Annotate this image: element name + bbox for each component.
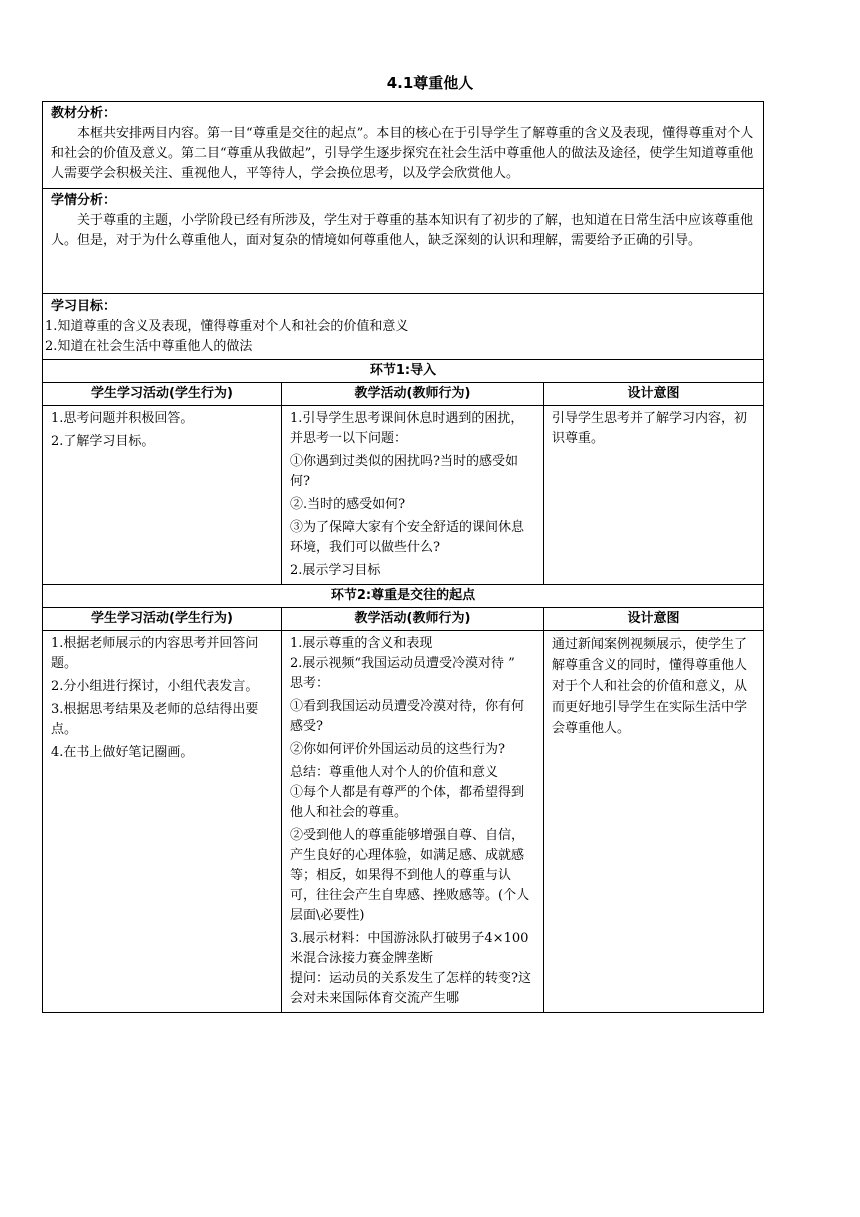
list-item: 思考： [290, 676, 330, 691]
stage1-column-header-row [43, 383, 764, 406]
col-intent-header: 设计意图 [544, 608, 764, 631]
stage2-content-row [43, 631, 764, 1013]
list-item: 总结：尊重他人对个人的价值和意义 [290, 765, 499, 780]
col-teacher-header: 教学活动(教师行为) [282, 383, 544, 406]
col-intent-header: 设计意图 [544, 383, 764, 406]
list-item: 2.了解学习目标。 [51, 434, 155, 449]
col-teacher-header: 教学活动(教师行为) [282, 608, 544, 631]
list-item: 2.展示学习目标 [290, 563, 381, 578]
intent-text: 引导学生思考并了解学习内容，初识尊重。 [552, 411, 748, 446]
objective-item: 1.知道尊重的含义及表现，懂得尊重对个人和社会的价值和意义 [45, 319, 409, 334]
list-item: 1.思考问题并积极回答。 [51, 411, 194, 426]
col-student-header: 学生学习活动(学生行为) [43, 383, 282, 406]
stage1-title: 环节1:导入 [43, 360, 764, 383]
list-item: 1.引导学生思考课间休息时遇到的困扰，并思考一以下问题： [290, 411, 524, 446]
list-item: 3.展示材料：中国游泳队打破男子4×100米混合泳接力赛金牌垄断 [290, 931, 529, 966]
list-item: 1.根据老师展示的内容思考并回答问题。 [51, 636, 259, 671]
list-item: 2.分小组进行探讨，小组代表发言。 [51, 679, 259, 694]
objectives-heading: 学习目标： [51, 299, 117, 314]
student-analysis-heading: 学情分析： [51, 193, 117, 208]
stage2-column-header-row [43, 608, 764, 631]
objectives-row [43, 294, 764, 360]
stage2-teacher-cell [282, 631, 544, 1013]
list-item: 3.根据思考结果及老师的总结得出要点。 [51, 702, 259, 737]
col-student-header: 学生学习活动(学生行为) [43, 608, 282, 631]
stage2-title-row [43, 585, 764, 608]
list-item: 2.展示视频“我国运动员遭受冷漠对待 ” [290, 656, 515, 671]
stage1-student-cell [43, 406, 282, 585]
list-item: ①你遇到过类似的困扰吗?当时的感受如何? [290, 454, 518, 489]
objective-item: 2.知道在社会生活中尊重他人的做法 [45, 339, 253, 354]
lesson-plan-table [42, 101, 764, 1013]
stage1-title-row [43, 360, 764, 383]
list-item: ③为了保障大家有个安全舒适的课间休息环境，我们可以做些什么? [290, 520, 525, 555]
list-item: 1.展示尊重的含义和表现 [290, 636, 433, 651]
student-analysis-body: 关于尊重的主题，小学阶段已经有所涉及，学生对于尊重的基本知识有了初步的了解，也知道在日常生活中应该尊重他人。但是，对于为什么尊重他人，面对复杂的情境如何尊重他人，缺乏深刻的认识和理解，需要给予正确的引导。 [51, 213, 754, 248]
textbook-analysis-heading: 教材分析： [51, 106, 117, 121]
list-item: ①每个人都是有尊严的个体，都希望得到他人和社会的尊重。 [290, 785, 525, 820]
list-item: 提问：运动员的关系发生了怎样的转变?这会对未来国际体育交流产生哪 [290, 971, 531, 1006]
stage1-content-row [43, 406, 764, 585]
stage2-student-cell [43, 631, 282, 1013]
stage2-intent-cell [544, 631, 764, 1013]
textbook-analysis-row [43, 102, 764, 189]
intent-text: 通过新闻案例视频展示，使学生了解尊重含义的同时，懂得尊重他人对于个人和社会的价值和意义，从而更好地引导学生在实际生活中学会尊重他人。 [552, 637, 748, 736]
student-analysis-row [43, 189, 764, 294]
list-item: ②受到他人的尊重能够增强自尊、自信，产生良好的心理体验，如满足感、成就感等；相反，如果得不到他人的尊重与认可，往往会产生自卑感、挫败感等。(个人层面\必要性) [290, 828, 530, 923]
textbook-analysis-body: 本框共安排两目内容。第一目“尊重是交往的起点”。本目的核心在于引导学生了解尊重的含义及表现，懂得尊重对个人和社会的价值及意义。第二目“尊重从我做起”，引导学生逐步探究在社会生活中尊重他人的做法及途径，使学生知道尊重他人需要学会积极关注、重视他人，平等待人，学会换位思考，以及学会欣赏他人。 [51, 126, 754, 181]
list-item: ②.当时的感受如何? [290, 497, 406, 512]
list-item: 4.在书上做好笔记圈画。 [51, 745, 194, 760]
stage1-teacher-cell [282, 406, 544, 585]
stage1-intent-cell [544, 406, 764, 585]
stage2-title: 环节2:尊重是交往的起点 [43, 585, 764, 608]
page-title: 4.1尊重他人 [386, 74, 474, 92]
list-item: ①看到我国运动员遭受冷漠对待，你有何感受? [290, 699, 525, 734]
list-item: ②你如何评价外国运动员的这些行为? [290, 742, 505, 757]
